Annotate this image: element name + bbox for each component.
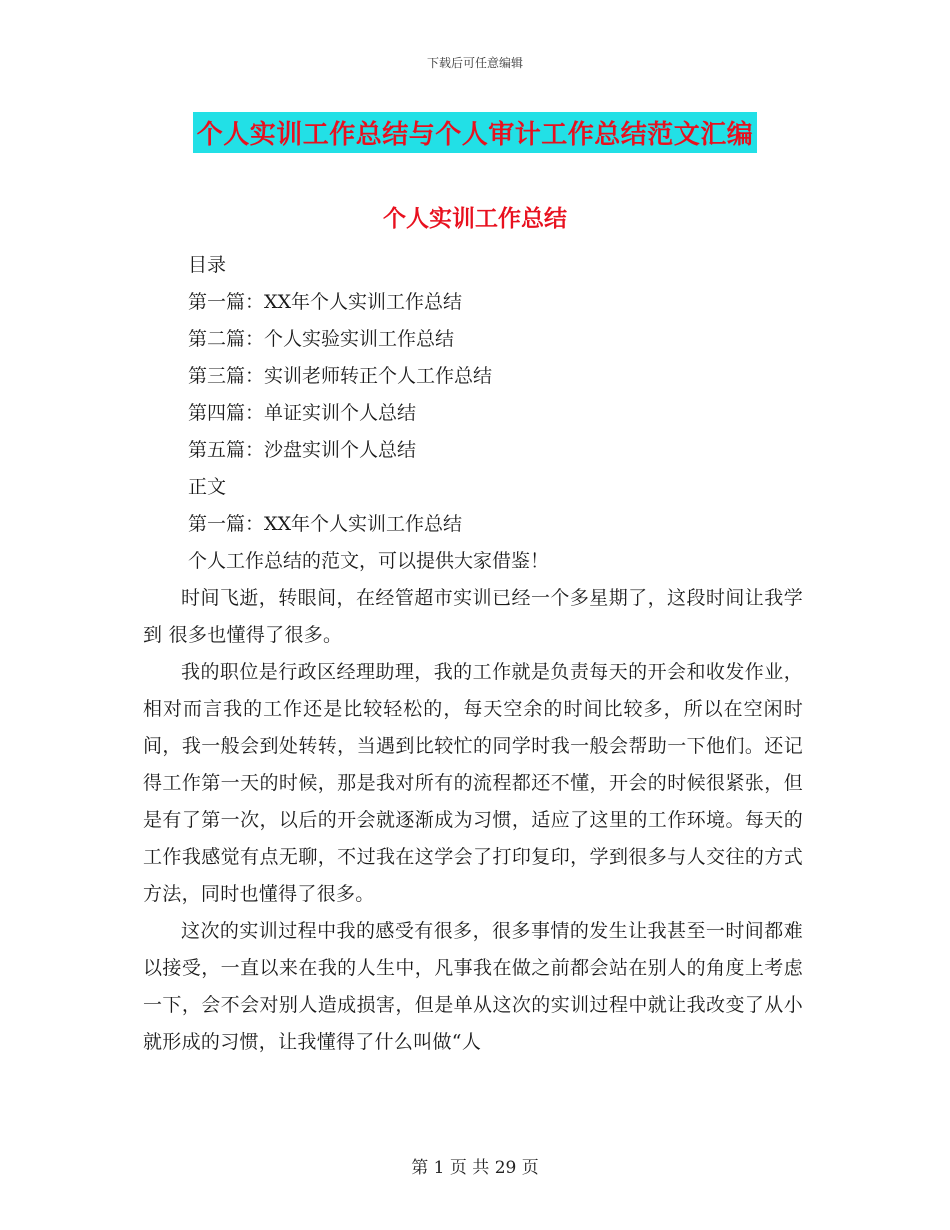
paragraph: 我的职位是行政区经理助理，我的工作就是负责每天的开会和收发作业，相对而言我的工作还是比较轻松的，每天空余的时间比较多，所以在空闲时间，我一般会到处转转，当遇到比较忙的同学时我一般会帮助一下他们。还记得工作第一天的时候，那是我对所有的流程都还不懂，开会的时候很紧张，但是有了第一次，以后的开会就逐渐成为习惯，适应了这里的工作环境。每天的工作我感觉有点无聊，不过我在这学会了打印复印，学到很多与人交往的方式方法，同时也懂得了很多。 [143,661,803,905]
paragraph: 时间飞逝，转眼间，在经管超市实训已经一个多星期了，这段时间让我学到 很多也懂得了很多。 [143,587,803,646]
toc-item: 第一篇：XX年个人实训工作总结 [188,291,463,313]
toc-heading: 目录 [188,254,227,276]
table-of-contents [188,250,549,583]
body-text [143,580,803,1061]
main-title-wrap [0,112,950,153]
body-heading: 正文 [188,476,227,498]
toc-item: 第五篇：沙盘实训个人总结 [188,439,417,461]
chapter-heading: 第一篇：XX年个人实训工作总结 [188,513,463,535]
page-footer: 第 1 页 共 29 页 [411,1158,539,1178]
paragraph: 这次的实训过程中我的感受有很多，很多事情的发生让我甚至一时间都难以接受，一直以来在我的人生中，凡事我在做之前都会站在别人的角度上考虑一下，会不会对别人造成损害，但是单从这次的实训过程中就让我改变了从小就形成的习惯，让我懂得了什么叫做“人 [143,920,803,1053]
header-note: 下载后可任意编辑 [426,56,523,70]
toc-item: 第二篇：个人实验实训工作总结 [188,328,455,350]
section-title: 个人实训工作总结 [383,206,567,232]
toc-item: 第三篇：实训老师转正个人工作总结 [188,365,493,387]
intro-line: 个人工作总结的范文，可以提供大家借鉴！ [188,550,550,572]
toc-item: 第四篇：单证实训个人总结 [188,402,417,424]
document-title: 个人实训工作总结与个人审计工作总结范文汇编 [193,112,758,153]
